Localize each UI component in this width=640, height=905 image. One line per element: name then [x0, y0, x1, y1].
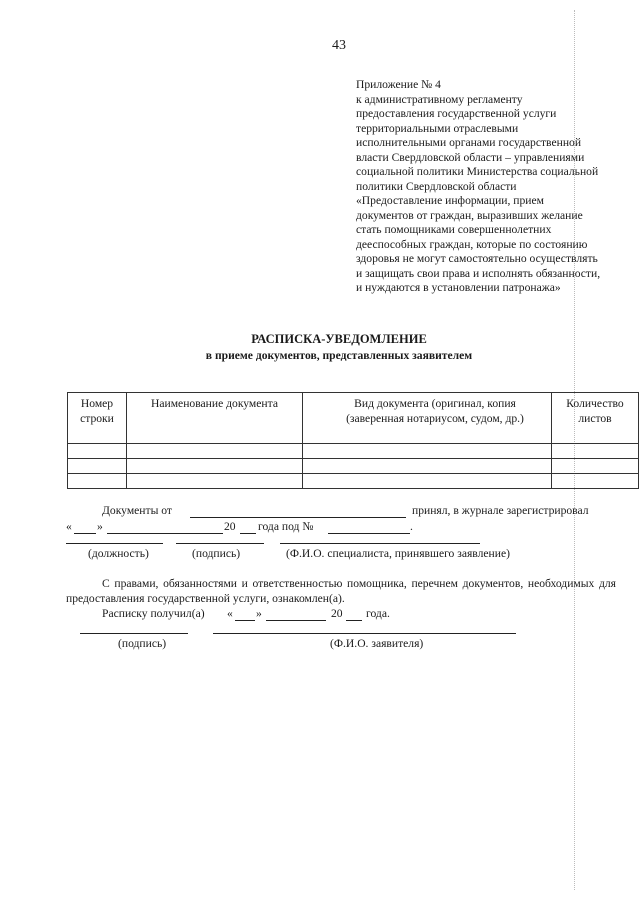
receipt-month-blank[interactable]: [266, 620, 326, 621]
position-line[interactable]: [66, 543, 163, 544]
appendix-line: власти Свердловской области – управлениями: [356, 150, 585, 164]
appendix-line: территориальными отраслевыми: [356, 121, 519, 135]
appendix-line: и защищать свои права и исполнять обязанности,: [356, 266, 601, 280]
appendix-line: Приложение № 4: [356, 78, 441, 91]
docs-from-blank[interactable]: [190, 517, 406, 518]
caption-position: (должность): [88, 547, 149, 560]
caption-applicant: (Ф.И.О. заявителя): [330, 637, 424, 650]
date-quote-close: »: [97, 520, 103, 533]
page-number: 43: [332, 38, 346, 53]
registration-number-blank[interactable]: [328, 533, 410, 534]
table-cell[interactable]: [68, 444, 127, 459]
table-cell[interactable]: [552, 474, 639, 489]
period: .: [410, 520, 413, 533]
header-row-number: Номер строки: [68, 393, 127, 444]
table-row: [68, 444, 639, 459]
header-document-name: Наименование документа: [127, 393, 303, 444]
appendix-line: предоставления государственной услуги: [356, 107, 557, 120]
receipt-year-word: года.: [366, 607, 390, 620]
table-cell[interactable]: [303, 474, 552, 489]
day-blank[interactable]: [74, 533, 96, 534]
appendix-line: политики Свердловской области: [356, 179, 517, 193]
header-sheet-count: Количество листов: [552, 393, 639, 444]
header-document-type: Вид документа (оригинал, копия (заверенная нотариусом, судом, др.): [303, 393, 552, 444]
signature-line[interactable]: [176, 543, 264, 544]
applicant-name-line[interactable]: [213, 633, 516, 634]
receipt-day-blank[interactable]: [235, 620, 255, 621]
caption-specialist: (Ф.И.О. специалиста, принявшего заявление): [286, 547, 510, 560]
appendix-line: здоровья не могут самостоятельно осуществлять: [356, 252, 598, 265]
receipt-year-blank[interactable]: [346, 620, 362, 621]
caption-signature: (подпись): [192, 547, 241, 560]
table-cell[interactable]: [68, 459, 127, 474]
table-cell[interactable]: [552, 444, 639, 459]
table-row: [68, 474, 639, 489]
year-prefix: 20: [224, 520, 236, 533]
table-cell[interactable]: [552, 459, 639, 474]
appendix-line: стать помощниками совершеннолетних: [356, 223, 552, 236]
caption-signature-applicant: (подпись): [118, 637, 167, 650]
receipt-year-prefix: 20: [331, 607, 343, 620]
date-quote-open: «: [66, 520, 72, 533]
year-blank[interactable]: [240, 533, 256, 534]
table-cell[interactable]: [127, 444, 303, 459]
table-header-row: [68, 393, 639, 444]
accepted-label: принял, в журнале зарегистрировал: [412, 504, 589, 517]
docs-from-label: Документы от: [102, 504, 172, 517]
document-subtitle: в приеме документов, представленных заявителем: [205, 349, 473, 362]
document-title: РАСПИСКА-УВЕДОМЛЕНИЕ: [251, 332, 427, 346]
acquainted-paragraph: С правами, обязанностями и ответственностью помощника, перечнем документов, необходимых для предоставления государственной услуги, ознакомлен(а).: [66, 577, 616, 605]
appendix-block: [356, 78, 634, 296]
table-row: [68, 459, 639, 474]
appendix-line: к административному регламенту: [356, 92, 523, 106]
table-cell[interactable]: [303, 459, 552, 474]
appendix-line: дееспособных граждан, которые по состоянию: [356, 237, 588, 251]
appendix-line: и нуждаются в установлении патронажа»: [356, 281, 561, 294]
table-cell[interactable]: [68, 474, 127, 489]
month-blank[interactable]: [107, 533, 223, 534]
table-cell[interactable]: [303, 444, 552, 459]
receipt-received-label: Расписку получил(а): [102, 607, 205, 620]
documents-table: [67, 392, 639, 489]
receipt-quote-close: »: [256, 607, 262, 620]
table-cell[interactable]: [127, 459, 303, 474]
appendix-line: «Предоставление информации, прием: [356, 194, 544, 207]
applicant-signature-line[interactable]: [80, 633, 188, 634]
appendix-line: социальной политики Министерства социальной: [356, 165, 599, 178]
appendix-line: документов от граждан, выразивших желание: [356, 208, 583, 222]
appendix-line: исполнительными органами государственной: [356, 136, 582, 149]
year-suffix: года под №: [258, 520, 314, 533]
table-cell[interactable]: [127, 474, 303, 489]
receipt-quote-open: «: [227, 607, 233, 620]
specialist-name-line[interactable]: [280, 543, 480, 544]
